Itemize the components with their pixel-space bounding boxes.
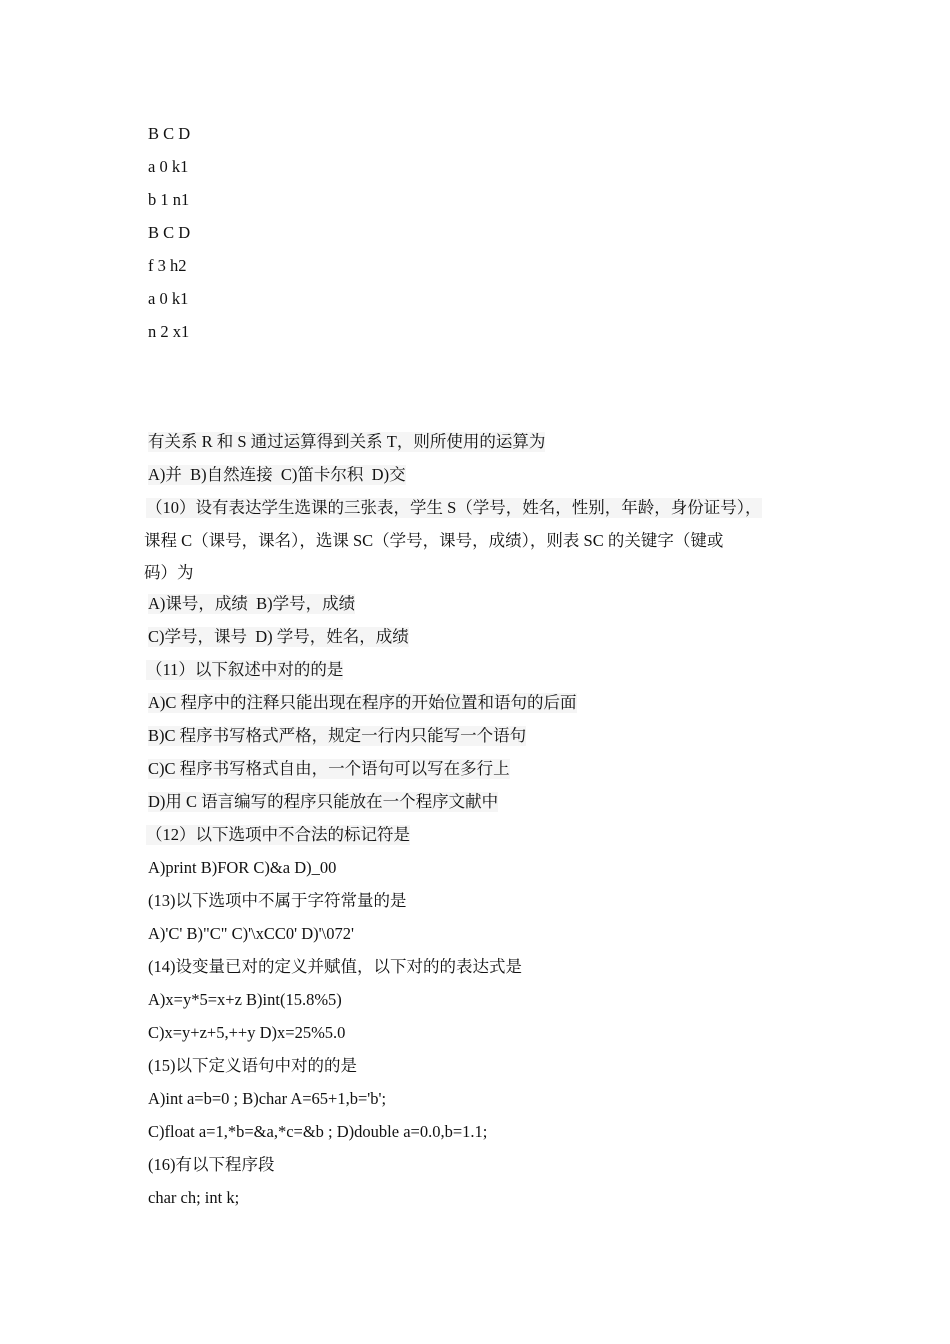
question-stem-continued: 课程 C（课号，课名），选课 SC（学号，课号，成绩），则表 SC 的关键字（键或 bbox=[144, 531, 724, 550]
answer-options: C)float a=1,*b=&a,*c=&b ; D)double a=0.0,b=1.1; bbox=[148, 1122, 488, 1141]
table-line: B C D bbox=[148, 124, 191, 143]
table-line: B C D bbox=[148, 223, 191, 242]
table-line: f 3 h2 bbox=[148, 256, 187, 275]
code-line: char ch; int k; bbox=[148, 1188, 240, 1207]
question-stem: (15)以下定义语句中对的的是 bbox=[148, 1056, 357, 1075]
table-line: b 1 n1 bbox=[148, 190, 190, 209]
answer-option: C)C 程序书写格式自由，一个语句可以写在多行上 bbox=[148, 759, 510, 778]
answer-option: A)C 程序中的注释只能出现在程序的开始位置和语句的后面 bbox=[148, 693, 577, 712]
question-stem: (16)有以下程序段 bbox=[148, 1155, 275, 1174]
table-line: a 0 k1 bbox=[148, 157, 189, 176]
question-stem: （11）以下叙述中对的的是 bbox=[146, 660, 344, 679]
question-stem: （10）设有表达学生选课的三张表，学生 S（学号，姓名，性别，年龄，身份证号）， bbox=[146, 498, 762, 517]
question-stem: (13)以下选项中不属于字符常量的是 bbox=[148, 891, 407, 910]
answer-options: A)'C' B)"C" C)'\xCC0' D)'\072' bbox=[148, 924, 354, 943]
answer-options: C)x=y+z+5,++y D)x=25%5.0 bbox=[148, 1023, 346, 1042]
answer-options: A)int a=b=0 ; B)char A=65+1,b='b'; bbox=[148, 1089, 387, 1108]
answer-options: A)x=y*5=x+z B)int(15.8%5) bbox=[148, 990, 342, 1009]
question-stem: 有关系 R 和 S 通过运算得到关系 T，则所使用的运算为 bbox=[148, 432, 546, 451]
answer-options: A)并 B)自然连接 C)笛卡尔积 D)交 bbox=[148, 465, 406, 484]
table-line: n 2 x1 bbox=[148, 322, 190, 341]
table-line: a 0 k1 bbox=[148, 289, 189, 308]
answer-option: D)用 C 语言编写的程序只能放在一个程序文献中 bbox=[148, 792, 499, 811]
answer-options: A)课号，成绩 B)学号，成绩 bbox=[148, 594, 356, 613]
answer-option: B)C 程序书写格式严格，规定一行内只能写一个语句 bbox=[148, 726, 527, 745]
question-stem: (14)设变量已对的定义并赋值，以下对的的表达式是 bbox=[148, 957, 522, 976]
answer-options: A)print B)FOR C)&a D)_00 bbox=[148, 858, 337, 877]
answer-options: C)学号，课号 D) 学号，姓名，成绩 bbox=[148, 627, 409, 646]
question-stem-continued: 码）为 bbox=[144, 563, 194, 582]
question-stem: （12）以下选项中不合法的标记符是 bbox=[146, 825, 410, 844]
